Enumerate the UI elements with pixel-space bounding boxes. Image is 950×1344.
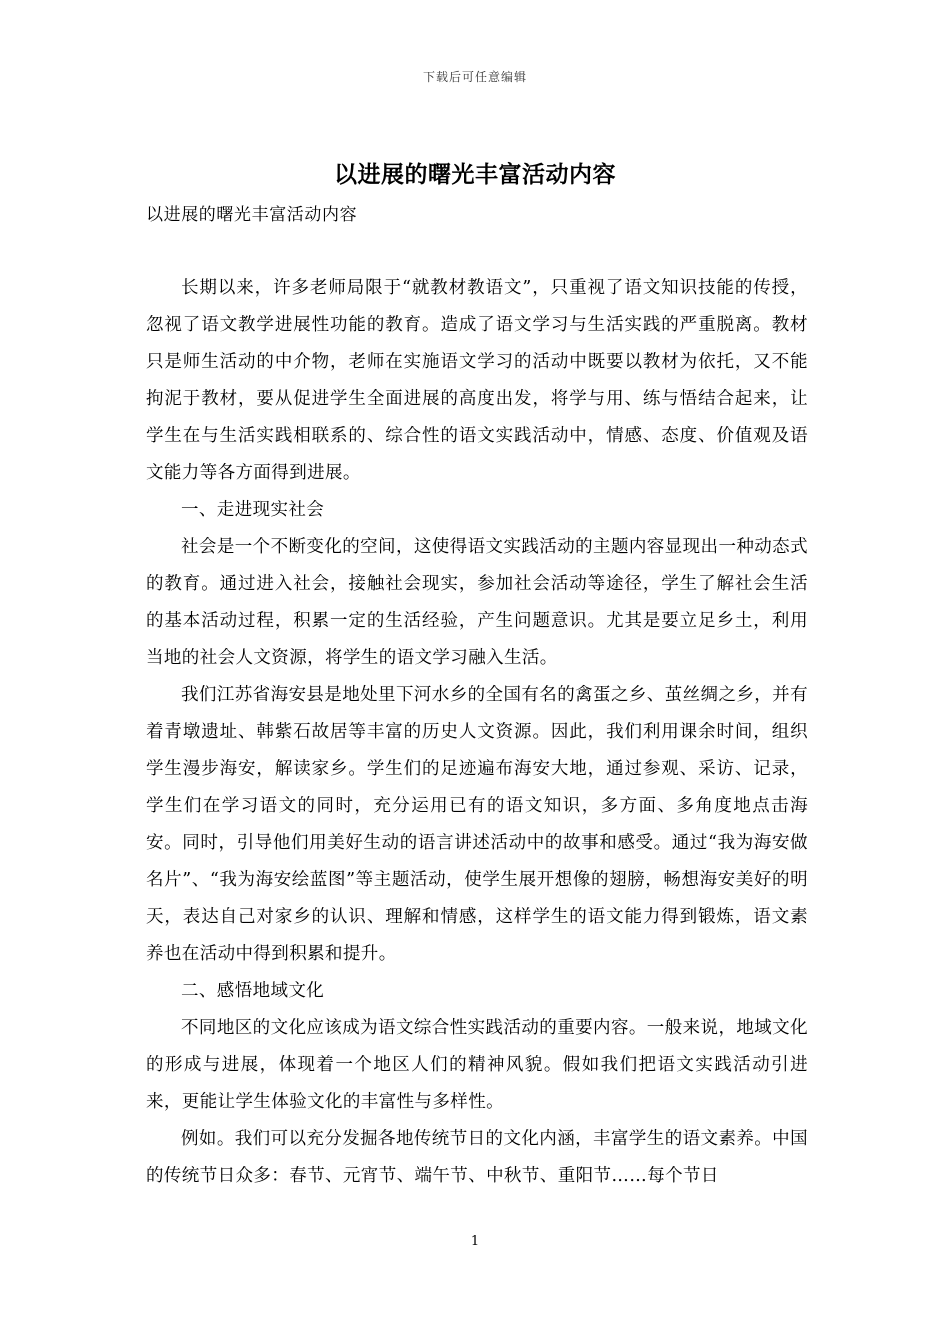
section-heading-2: 二、感悟地域文化 bbox=[181, 981, 325, 1001]
page-header: 下载后可任意编辑 bbox=[422, 70, 527, 84]
paragraph-regional-culture: 不同地区的文化应该成为语文综合性实践活动的重要内容。一般来说，地域文化的形成与进展，体现着一个地区人们的精神风貌。假如我们把语文实践活动引进来，更能让学生体验文化的丰富性与多样性。 bbox=[146, 1018, 808, 1112]
paragraph-haian: 我们江苏省海安县是地处里下河水乡的全国有名的禽蛋之乡、茧丝绸之乡，并有着青墩遗址、韩紫石故居等丰富的历史人文资源。因此，我们利用课余时间，组织学生漫步海安，解读家乡。学生们的足迹遍布海安大地，通过参观、采访、记录，学生们在学习语文的同时，充分运用已有的语文知识，多方面、多角度地点击海安。同时，引导他们用美好生动的语言讲述活动中的故事和感受。通过“我为海安做名片”、“我为海安绘蓝图”等主题活动，使学生展开想像的翅膀，畅想海安美好的明天，表达自己对家乡的认识、理解和情感，这样学生的语文能力得到锻炼，语文素养也在活动中得到积累和提升。 bbox=[146, 685, 808, 964]
paragraph-festivals: 例如。我们可以充分发掘各地传统节日的文化内涵，丰富学生的语文素养。中国的传统节日众多：春节、元宵节、端午节、中秋节、重阳节……每个节日 bbox=[146, 1129, 808, 1186]
document-body bbox=[146, 270, 808, 1195]
document-title: 以进展的曙光丰富活动内容 bbox=[334, 162, 616, 188]
paragraph-intro: 长期以来，许多老师局限于“就教材教语文”，只重视了语文知识技能的传授，忽视了语文教学进展性功能的教育。造成了语文学习与生活实践的严重脱离。教材只是师生活动的中介物，老师在实施语文学习的活动中既要以教材为依托，又不能拘泥于教材，要从促进学生全面进展的高度出发，将学与用、练与悟结合起来，让学生在与生活实践相联系的、综合性的语文实践活动中，情感、态度、价值观及语文能力等各方面得到进展。 bbox=[146, 278, 808, 483]
document-subtitle: 以进展的曙光丰富活动内容 bbox=[146, 205, 358, 225]
paragraph-society: 社会是一个不断变化的空间，这使得语文实践活动的主题内容显现出一种动态式的教育。通过进入社会，接触社会现实，参加社会活动等途径，学生了解社会生活的基本活动过程，积累一定的生活经验，产生问题意识。尤其是要立足乡土，利用当地的社会人文资源，将学生的语文学习融入生活。 bbox=[146, 537, 808, 668]
section-heading-1: 一、走进现实社会 bbox=[181, 500, 325, 520]
page-number: 1 bbox=[470, 1234, 480, 1249]
